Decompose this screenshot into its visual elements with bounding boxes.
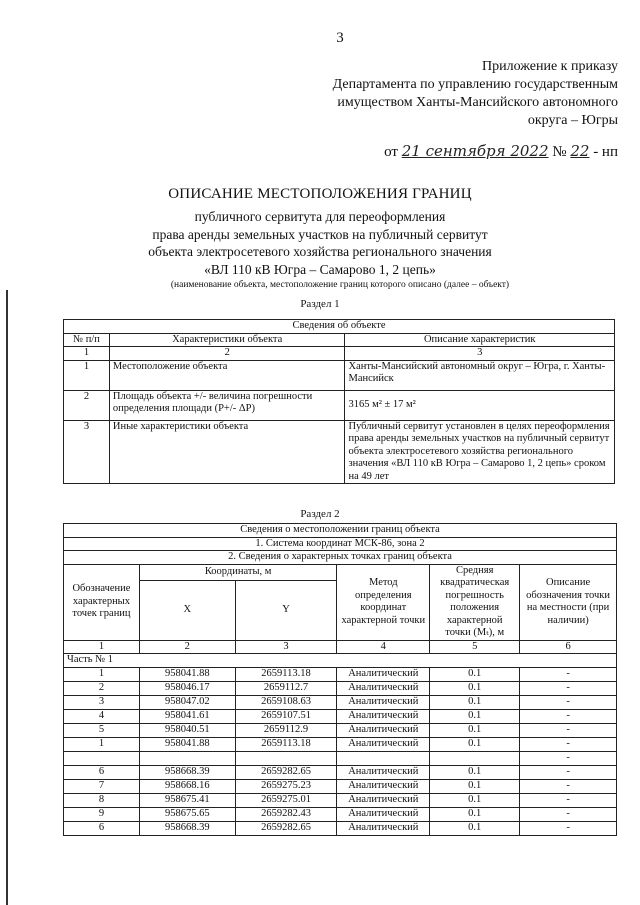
point-description: - [520,737,617,751]
characteristic: Местоположение объекта [109,360,345,390]
order-date-handwritten: 21 сентября 2022 [401,142,549,160]
description: 3165 м² ± 17 м² [345,390,615,420]
table-row [64,765,617,779]
coord-x [139,751,235,765]
point-description: - [520,751,617,765]
column-header: Y [235,580,337,640]
column-number: 4 [337,640,430,654]
appendix-line: округа – Югры [527,113,618,128]
column-number: 3 [345,347,615,361]
method: Аналитический [337,765,430,779]
table-row [64,667,617,681]
point-description: - [520,821,617,835]
point-description: - [520,779,617,793]
coord-y: 2659282.43 [235,807,337,821]
row-number: 3 [64,420,110,484]
table-row [64,737,617,751]
coord-y: 2659107.51 [235,709,337,723]
coord-x: 958040.51 [139,723,235,737]
coordinate-system: 1. Система координат МСК-86, зона 2 [64,537,617,551]
method: Аналитический [337,821,430,835]
point-description: - [520,681,617,695]
point-id: 6 [64,765,140,779]
method: Аналитический [337,667,430,681]
column-header: Средняя квадратическая погрешность положения характерной точки (Mₜ), м [430,564,520,640]
table-row [64,723,617,737]
accuracy: 0.1 [430,681,520,695]
coord-y: 2659275.01 [235,793,337,807]
table-row [64,779,617,793]
document-title: ОПИСАНИЕ МЕСТОПОЛОЖЕНИЯ ГРАНИЦ [168,186,472,202]
table-row [64,654,617,668]
point-description: - [520,807,617,821]
method: Аналитический [337,709,430,723]
accuracy: 0.1 [430,765,520,779]
column-header: Обозначение характерных точек границ [64,564,140,640]
table-row [64,537,617,551]
accuracy: 0.1 [430,821,520,835]
order-no-label: № [552,144,567,160]
coord-x: 958675.41 [139,793,235,807]
accuracy: 0.1 [430,807,520,821]
coord-y: 2659282.65 [235,765,337,779]
method: Аналитический [337,695,430,709]
table-row [64,551,617,565]
order-date-number [384,142,618,161]
accuracy [430,751,520,765]
points-header: 2. Сведения о характерных точках границ объекта [64,551,617,565]
point-description: - [520,723,617,737]
coord-x: 958047.02 [139,695,235,709]
row-number: 1 [64,360,110,390]
point-id: 1 [64,667,140,681]
point-id: 5 [64,723,140,737]
accuracy: 0.1 [430,737,520,751]
accuracy: 0.1 [430,779,520,793]
point-id [64,751,140,765]
column-number: 5 [430,640,520,654]
point-description: - [520,667,617,681]
column-header: Координаты, м [139,564,336,580]
accuracy: 0.1 [430,695,520,709]
row-number: 2 [64,390,110,420]
table-row [64,524,617,538]
point-id: 4 [64,709,140,723]
column-header: X [139,580,235,640]
column-header: Характеристики объекта [109,333,345,347]
accuracy: 0.1 [430,793,520,807]
coord-x: 958668.39 [139,821,235,835]
subtitle-line: публичного сервитута для переоформления [194,209,446,224]
coord-y [235,751,337,765]
order-number-handwritten: 22 [570,142,590,160]
appendix-line: Департамента по управлению государственным [332,77,618,92]
subtitle-line: «ВЛ 110 кВ Югра – Самарово 1, 2 цепь» [204,261,436,277]
point-id: 9 [64,807,140,821]
coord-x: 958675.65 [139,807,235,821]
column-number: 1 [64,347,110,361]
coord-y: 2659282.65 [235,821,337,835]
coord-x: 958041.88 [139,737,235,751]
table-row [64,564,617,580]
document-subtitle [70,208,570,278]
point-id: 6 [64,821,140,835]
coord-y: 2659113.18 [235,737,337,751]
scan-edge-line [6,290,8,905]
coord-x: 958668.16 [139,779,235,793]
point-id: 1 [64,737,140,751]
table-row [64,709,617,723]
coord-y: 2659112.7 [235,681,337,695]
coord-y: 2659108.63 [235,695,337,709]
table-row [64,807,617,821]
method: Аналитический [337,737,430,751]
point-id: 3 [64,695,140,709]
column-number: 2 [109,347,345,361]
appendix-line: имуществом Ханты-Мансийского автономного [337,95,618,110]
coord-y: 2659275.23 [235,779,337,793]
method: Аналитический [337,807,430,821]
appendix-line: Приложение к приказу [482,59,618,74]
point-description: - [520,709,617,723]
section1-label: Раздел 1 [300,298,340,310]
accuracy: 0.1 [430,667,520,681]
method: Аналитический [337,779,430,793]
column-number: 2 [139,640,235,654]
subtitle-line: права аренды земельных участков на публичный сервитут [152,226,488,242]
table-row [64,695,617,709]
characteristic: Иные характеристики объекта [109,420,345,484]
column-number: 3 [235,640,337,654]
order-prefix: от [384,144,398,160]
column-header: Метод определения координат характерной точки [337,564,430,640]
appendix-block [258,58,618,130]
column-header: № п/п [64,333,110,347]
table-row [64,681,617,695]
table-header: Сведения об объекте [64,320,615,334]
method: Аналитический [337,793,430,807]
method: Аналитический [337,723,430,737]
coord-y: 2659113.18 [235,667,337,681]
point-id: 2 [64,681,140,695]
accuracy: 0.1 [430,723,520,737]
column-number: 6 [520,640,617,654]
table-header: Сведения о местоположении границ объекта [64,524,617,538]
coord-x: 958041.61 [139,709,235,723]
method [337,751,430,765]
column-header: Описание характеристик [345,333,615,347]
table-row [64,390,615,420]
points-body [64,667,617,835]
part-label: Часть № 1 [64,654,617,668]
accuracy: 0.1 [430,709,520,723]
point-id: 8 [64,793,140,807]
table-row [64,793,617,807]
table-row [64,320,615,334]
table-row [64,333,615,347]
description: Публичный сервитут установлен в целях переоформления права аренды земельных участков на публичный сервитут объекта электросетевого хозяйства регионального значения «ВЛ 110 кВ Югра – Самарово 1, 2 цепь» сроком на 49 лет [345,420,615,484]
table-row [64,640,617,654]
object-note: (наименование объекта, местоположение границ которого описано (далее – объект) [170,280,510,290]
description: Ханты-Мансийский автономный округ – Югра, г. Ханты-Мансийск [345,360,615,390]
page-number: 3 [336,30,344,46]
table-row [64,360,615,390]
point-description: - [520,695,617,709]
column-header: Описание обозначения точки на местности (при наличии) [520,564,617,640]
coord-y: 2659112.9 [235,723,337,737]
column-number: 1 [64,640,140,654]
table-row [64,821,617,835]
object-info-table [63,319,615,484]
coord-x: 958668.39 [139,765,235,779]
method: Аналитический [337,681,430,695]
table-row [64,751,617,765]
point-id: 7 [64,779,140,793]
order-suffix: - нп [593,144,618,160]
point-description: - [520,793,617,807]
subtitle-line: объекта электросетевого хозяйства регионального значения [148,244,492,259]
point-description: - [520,765,617,779]
coord-x: 958046.17 [139,681,235,695]
section2-label: Раздел 2 [300,508,340,520]
table-row [64,347,615,361]
table-row [64,420,615,484]
characteristic: Площадь объекта +/- величина погрешности определения площади (P+/- ΔP) [109,390,345,420]
boundary-points-table [63,523,617,836]
coord-x: 958041.88 [139,667,235,681]
